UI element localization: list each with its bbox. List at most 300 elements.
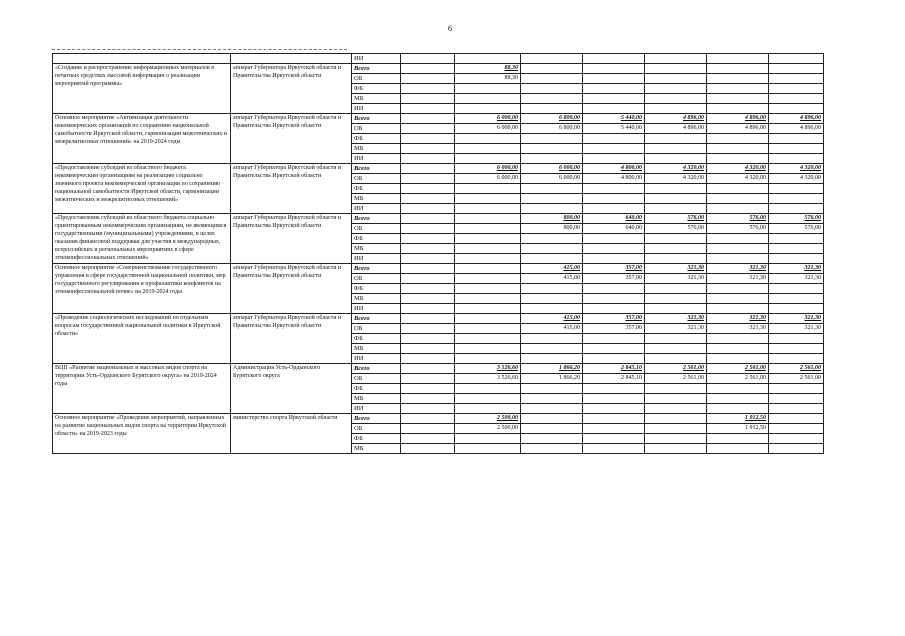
value-cell [455,284,521,294]
value-cell [455,154,521,164]
empty-cell [53,54,231,64]
funding-source-cell: ОБ [352,224,401,234]
value-cell [401,434,455,444]
funding-source-cell: Всего [352,114,401,124]
value-cell [455,434,521,444]
value-cell [583,184,645,194]
value-cell [455,394,521,404]
value-cell [645,64,707,74]
value-cell [455,184,521,194]
value-cell [583,354,645,364]
value-cell: 4 896,00 [707,124,769,134]
value-cell [455,54,521,64]
value-cell [521,244,583,254]
funding-source-cell: ОБ [352,74,401,84]
activity-description: «Предоставление субсидий из областного бюджета социально ориентированным некоммерческим организациям, не являющимся государственными (муниципальными) учреждениями, в целях оказания финансовой поддержки для участия в международных, всероссийских и региональных мероприятиях в сфере этноконфессиональных отношений» [53,214,231,264]
value-cell [521,234,583,244]
value-cell [401,394,455,404]
value-cell [769,344,824,354]
value-cell [401,274,455,284]
value-cell: 4 896,00 [645,124,707,134]
funding-source-cell: ФБ [352,334,401,344]
value-cell [455,264,521,274]
value-cell [455,214,521,224]
funding-source-cell: ИИ [352,254,401,264]
value-cell [769,384,824,394]
value-cell: 415,00 [521,274,583,284]
value-cell: 357,00 [583,264,645,274]
value-cell [707,334,769,344]
value-cell [707,444,769,454]
value-cell [645,84,707,94]
value-cell [401,404,455,414]
responsible-organization: аппарат Губернатора Иркутской области и Правительства Иркутской области [231,64,352,114]
value-cell [707,194,769,204]
responsible-organization: аппарат Губернатора Иркутской области и Правительства Иркутской области [231,314,352,364]
value-cell: 576,00 [645,224,707,234]
value-cell [521,384,583,394]
funding-source-cell: ФБ [352,84,401,94]
activity-description: Основное мероприятие «Совершенствование государственного управления в сфере государственной национальной политики, мер государственного регулирования и профилактики конфликтов на этноконфессиональной почве» на 2019-2024 годы [53,264,231,314]
funding-source-cell: МБ [352,344,401,354]
value-cell [645,184,707,194]
value-cell [521,444,583,454]
value-cell [521,284,583,294]
value-cell [769,144,824,154]
value-cell: 2 500,00 [455,424,521,434]
funding-source-cell: ИИ [352,104,401,114]
value-cell [521,394,583,404]
value-cell [583,334,645,344]
value-cell [645,194,707,204]
value-cell [583,194,645,204]
funding-source-cell: Всего [352,264,401,274]
value-cell [583,344,645,354]
value-cell [455,354,521,364]
value-cell [769,284,824,294]
value-cell [769,434,824,444]
funding-source-cell: ИИ [352,54,401,64]
value-cell: 321,30 [769,274,824,284]
responsible-organization: Администрация Усть-Ордынского Бурятского округа [231,364,352,414]
value-cell [583,74,645,84]
value-cell: 5 440,00 [583,124,645,134]
activity-description: «Создание и распространение информационных материалов в печатных средствах массовой информации о реализации мероприятий программы» [53,64,231,114]
value-cell: 415,00 [521,264,583,274]
value-cell [521,354,583,364]
value-cell [455,344,521,354]
value-cell [401,114,455,124]
value-cell [401,324,455,334]
value-cell: 321,30 [645,324,707,334]
value-cell: 3 526,60 [455,374,521,384]
value-cell: 1 866,20 [521,374,583,384]
value-cell [769,104,824,114]
value-cell [401,234,455,244]
value-cell [401,424,455,434]
value-cell [401,364,455,374]
value-cell [645,74,707,84]
value-cell: 576,00 [769,224,824,234]
value-cell: 4 896,00 [769,114,824,124]
value-cell [645,234,707,244]
value-cell [455,384,521,394]
value-cell: 6 800,00 [521,114,583,124]
value-cell: 321,30 [769,314,824,324]
value-cell: 6 000,00 [455,174,521,184]
value-cell [707,294,769,304]
value-cell [455,244,521,254]
value-cell: 2 845,10 [583,364,645,374]
value-cell [769,334,824,344]
value-cell [583,444,645,454]
value-cell [583,244,645,254]
value-cell [707,144,769,154]
value-cell [401,74,455,84]
value-cell [769,54,824,64]
value-cell [455,84,521,94]
value-cell: 4 320,00 [645,174,707,184]
value-cell [707,64,769,74]
funding-source-cell: ФБ [352,134,401,144]
value-cell [707,134,769,144]
value-cell: 4 320,00 [645,164,707,174]
value-cell [769,84,824,94]
funding-source-cell: ФБ [352,384,401,394]
funding-source-cell: МБ [352,244,401,254]
funding-source-cell: Всего [352,64,401,74]
activity-description: «Проведение социологических исследований по отдельным вопросам государственной национальной политики в Иркутской области» [53,314,231,364]
funding-source-cell: МБ [352,144,401,154]
value-cell [707,394,769,404]
value-cell [707,304,769,314]
value-cell: 321,30 [645,314,707,324]
value-cell: 2 561,00 [645,374,707,384]
value-cell: 6 800,00 [521,124,583,134]
value-cell [455,274,521,284]
value-cell [645,384,707,394]
value-cell: 2 561,00 [707,374,769,384]
value-cell [455,134,521,144]
value-cell [769,444,824,454]
value-cell [707,54,769,64]
funding-source-cell: ИИ [352,304,401,314]
value-cell [583,84,645,94]
value-cell: 4 320,00 [707,174,769,184]
value-cell [583,414,645,424]
value-cell [401,334,455,344]
value-cell [401,174,455,184]
value-cell [707,354,769,364]
value-cell: 576,00 [645,214,707,224]
value-cell [583,104,645,114]
value-cell [645,404,707,414]
value-cell [583,304,645,314]
value-cell [583,284,645,294]
value-cell [521,84,583,94]
value-cell [401,384,455,394]
value-cell [707,244,769,254]
value-cell [455,144,521,154]
value-cell [707,184,769,194]
value-cell [769,134,824,144]
funding-source-cell: ОБ [352,124,401,134]
value-cell: 357,00 [583,274,645,284]
value-cell: 321,30 [645,274,707,284]
funding-source-cell: ОБ [352,174,401,184]
value-cell [645,144,707,154]
funding-source-cell: МБ [352,394,401,404]
value-cell: 6 000,00 [455,114,521,124]
value-cell [645,284,707,294]
funding-source-cell: МБ [352,444,401,454]
table-row [53,414,824,424]
funding-source-cell: ИИ [352,204,401,214]
value-cell [583,424,645,434]
funding-source-cell: ФБ [352,184,401,194]
value-cell [455,324,521,334]
value-cell [401,134,455,144]
value-cell [769,94,824,104]
value-cell: 640,00 [583,214,645,224]
value-cell [645,354,707,364]
table-row [53,364,824,374]
value-cell: 415,00 [521,314,583,324]
value-cell [769,64,824,74]
value-cell [401,344,455,354]
value-cell [769,194,824,204]
value-cell [645,94,707,104]
value-cell [645,244,707,254]
value-cell: 800,00 [521,224,583,234]
table-row-continuation [53,54,824,64]
value-cell [401,264,455,274]
value-cell [401,414,455,424]
value-cell [401,294,455,304]
value-cell [401,304,455,314]
value-cell [769,354,824,364]
value-cell: 1 912,50 [707,424,769,434]
value-cell [769,154,824,164]
value-cell [455,194,521,204]
activity-description: Основное мероприятие «Активизация деятельности некоммерческих организаций по сохранению национальной самобытности Иркутской области, гармонизации межэтнических и межрелигиозных отношений» на 2019-2024 годы [53,114,231,164]
value-cell [521,104,583,114]
value-cell: 6 000,00 [521,174,583,184]
value-cell [521,94,583,104]
value-cell [401,124,455,134]
value-cell: 2 561,00 [769,364,824,374]
value-cell [645,254,707,264]
responsible-organization: аппарат Губернатора Иркутской области и Правительства Иркутской области [231,114,352,164]
value-cell [645,154,707,164]
value-cell [521,54,583,64]
value-cell [521,194,583,204]
value-cell [401,224,455,234]
value-cell [401,164,455,174]
value-cell [401,374,455,384]
value-cell [521,64,583,74]
value-cell [645,394,707,404]
value-cell: 321,30 [769,324,824,334]
value-cell [521,334,583,344]
value-cell [645,54,707,64]
value-cell [401,244,455,254]
value-cell: 2 561,00 [707,364,769,374]
value-cell [645,444,707,454]
value-cell: 321,30 [707,314,769,324]
value-cell [583,254,645,264]
funding-source-cell: ИИ [352,404,401,414]
value-cell [401,64,455,74]
value-cell [521,204,583,214]
value-cell: 6 000,00 [521,164,583,174]
value-cell: 415,00 [521,324,583,334]
funding-source-cell: МБ [352,194,401,204]
value-cell [401,104,455,114]
value-cell: 576,00 [707,224,769,234]
value-cell: 4 800,00 [583,174,645,184]
value-cell: 1 866,20 [521,364,583,374]
value-cell [401,214,455,224]
value-cell [707,384,769,394]
value-cell: 1 912,50 [707,414,769,424]
value-cell [645,334,707,344]
value-cell [707,104,769,114]
value-cell: 3 526,60 [455,364,521,374]
value-cell [769,424,824,434]
funding-source-cell: ФБ [352,434,401,444]
empty-cell [231,54,352,64]
value-cell [401,254,455,264]
value-cell [583,154,645,164]
value-cell [707,344,769,354]
funding-source-cell: МБ [352,94,401,104]
value-cell: 357,00 [583,314,645,324]
value-cell [521,424,583,434]
funding-source-cell: ОБ [352,324,401,334]
value-cell: 4 320,00 [769,174,824,184]
value-cell [583,144,645,154]
activity-description: Основное мероприятие «Проведение мероприятий, направленных на развитие национальных видов спорта на территории Иркутской области» на 2019-2023 годы [53,414,231,454]
table-body [53,54,824,454]
value-cell [583,64,645,74]
value-cell [645,424,707,434]
value-cell: 321,30 [707,264,769,274]
value-cell: 88,30 [455,74,521,84]
funding-source-cell: МБ [352,294,401,304]
value-cell [769,184,824,194]
value-cell [583,234,645,244]
funding-source-cell: Всего [352,364,401,374]
value-cell [645,434,707,444]
value-cell: 4 896,00 [769,124,824,134]
budget-table [52,53,824,454]
value-cell [401,444,455,454]
value-cell [583,54,645,64]
table-row [53,214,824,224]
value-cell [707,254,769,264]
table-row [53,164,824,174]
table-row [53,264,824,274]
value-cell [707,434,769,444]
value-cell [455,224,521,234]
value-cell [645,104,707,114]
funding-source-cell: ИИ [352,354,401,364]
value-cell: 4 320,00 [769,164,824,174]
value-cell: 576,00 [769,214,824,224]
responsible-organization: аппарат Губернатора Иркутской области и Правительства Иркутской области [231,164,352,214]
value-cell: 4 800,00 [583,164,645,174]
value-cell [707,204,769,214]
value-cell: 321,30 [707,324,769,334]
value-cell: 2 561,00 [645,364,707,374]
value-cell: 640,00 [583,224,645,234]
value-cell [707,284,769,294]
value-cell [707,94,769,104]
value-cell [401,194,455,204]
value-cell [455,334,521,344]
funding-source-cell: ОБ [352,274,401,284]
value-cell: 6 000,00 [455,164,521,174]
value-cell [769,234,824,244]
value-cell: 2 500,00 [455,414,521,424]
value-cell: 576,00 [707,214,769,224]
value-cell [521,184,583,194]
activity-description: ВЦП «Развитие национальных и массовых видов спорта на территории Усть-Ордынского Бурятского округа» на 2019-2024 годы [53,364,231,414]
funding-source-cell: Всего [352,414,401,424]
value-cell [583,384,645,394]
value-cell [769,294,824,304]
value-cell [707,154,769,164]
value-cell: 6 000,00 [455,124,521,134]
value-cell [707,84,769,94]
table-row [53,314,824,324]
value-cell [455,314,521,324]
value-cell [455,304,521,314]
value-cell [769,244,824,254]
value-cell [521,344,583,354]
value-cell [583,94,645,104]
value-cell [769,404,824,414]
table-row [53,114,824,124]
funding-source-cell: Всего [352,214,401,224]
value-cell [583,404,645,414]
value-cell [769,394,824,404]
value-cell [521,144,583,154]
value-cell [769,204,824,214]
value-cell [583,434,645,444]
value-cell: 2 561,00 [769,374,824,384]
value-cell: 321,30 [645,264,707,274]
value-cell [645,134,707,144]
value-cell [521,134,583,144]
value-cell [401,144,455,154]
value-cell: 88,30 [455,64,521,74]
value-cell [583,134,645,144]
value-cell [769,254,824,264]
value-cell [769,304,824,314]
value-cell: 4 896,00 [707,114,769,124]
value-cell [455,234,521,244]
funding-source-cell: ОБ [352,374,401,384]
value-cell: 321,30 [769,264,824,274]
funding-source-cell: ОБ [352,424,401,434]
page-number: 6 [448,24,452,33]
funding-source-cell: ФБ [352,234,401,244]
value-cell [707,404,769,414]
value-cell [401,54,455,64]
funding-source-cell: ФБ [352,284,401,294]
